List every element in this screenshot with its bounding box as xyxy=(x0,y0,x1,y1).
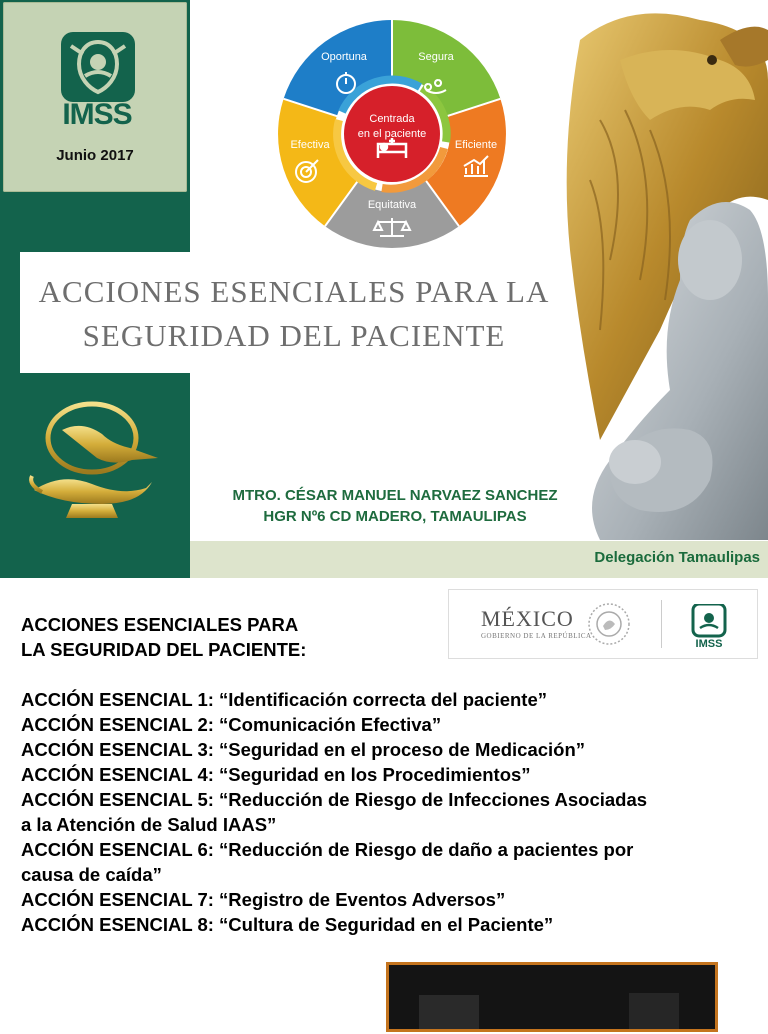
delegation-label: Delegación Tamaulipas xyxy=(594,549,760,566)
hospital-name: HGR Nº6 CD MADERO, TAMAULIPAS xyxy=(263,508,527,525)
imss-small-logo-text: IMSS xyxy=(695,638,723,650)
action-line: ACCIÓN ESENCIAL 4: “Seguridad en los Procedimientos” xyxy=(21,764,531,785)
action-line: ACCIÓN ESENCIAL 1: “Identificación correcta del paciente” xyxy=(21,689,548,710)
embedded-photo xyxy=(386,962,718,1032)
wheel-label-eficiente: Eficiente xyxy=(454,139,498,151)
author-block xyxy=(190,485,600,527)
author-name: MTRO. CÉSAR MANUEL NARVAEZ SANCHEZ xyxy=(232,487,558,504)
action-line: ACCIÓN ESENCIAL 7: “Registro de Eventos Adversos” xyxy=(21,889,506,910)
wheel-label-efectiva: Efectiva xyxy=(290,139,330,151)
presentation-date: Junio 2017 xyxy=(56,147,134,164)
action-line: ACCIÓN ESENCIAL 8: “Cultura de Seguridad en el Paciente” xyxy=(21,914,554,935)
quality-wheel-diagram xyxy=(278,18,506,250)
action-line: ACCIÓN ESENCIAL 3: “Seguridad en el proceso de Medicación” xyxy=(21,739,586,760)
action-line: ACCIÓN ESENCIAL 6: “Reducción de Riesgo de daño a pacientes por xyxy=(21,839,634,860)
nursing-lamp-emblem xyxy=(22,400,162,530)
photo-content xyxy=(389,965,715,1029)
wheel-label-equitativa: Equitativa xyxy=(367,199,417,211)
imss-logo-text: IMSS xyxy=(62,98,132,131)
actions-heading-line2: LA SEGURIDAD DEL PACIENTE: xyxy=(21,639,307,660)
imss-eagle-icon xyxy=(61,32,135,102)
slide-title-line2: SEGURIDAD DEL PACIENTE xyxy=(82,318,506,353)
action-line: causa de caída” xyxy=(21,864,162,885)
wheel-label-oportuna: Oportuna xyxy=(321,51,367,63)
wheel-label-segura: Segura xyxy=(418,51,454,63)
title-box xyxy=(20,252,568,373)
government-logo-box xyxy=(448,589,758,659)
eagle-and-mother-statue-image xyxy=(540,0,768,540)
mexican-coat-of-arms-icon xyxy=(587,602,631,646)
logo-divider xyxy=(661,600,662,648)
wheel-center-line2: en el paciente xyxy=(357,128,427,140)
mexico-logo-text: MÉXICO xyxy=(481,606,574,631)
actions-heading-line1: ACCIONES ESENCIALES PARA xyxy=(21,614,299,635)
action-line: a la Atención de Salud IAAS” xyxy=(21,814,277,835)
action-line: ACCIÓN ESENCIAL 2: “Comunicación Efectiva” xyxy=(21,714,442,735)
actions-slide xyxy=(0,578,768,1024)
slide-title-line1: ACCIONES ESENCIALES PARA LA xyxy=(38,274,550,309)
wheel-center-line1: Centrada xyxy=(369,113,415,125)
action-line: ACCIÓN ESENCIAL 5: “Reducción de Riesgo de Infecciones Asociadas xyxy=(21,789,648,810)
imss-small-eagle-icon xyxy=(689,604,729,638)
gobierno-logo-subtitle: GOBIERNO DE LA REPÚBLICA xyxy=(481,632,592,640)
